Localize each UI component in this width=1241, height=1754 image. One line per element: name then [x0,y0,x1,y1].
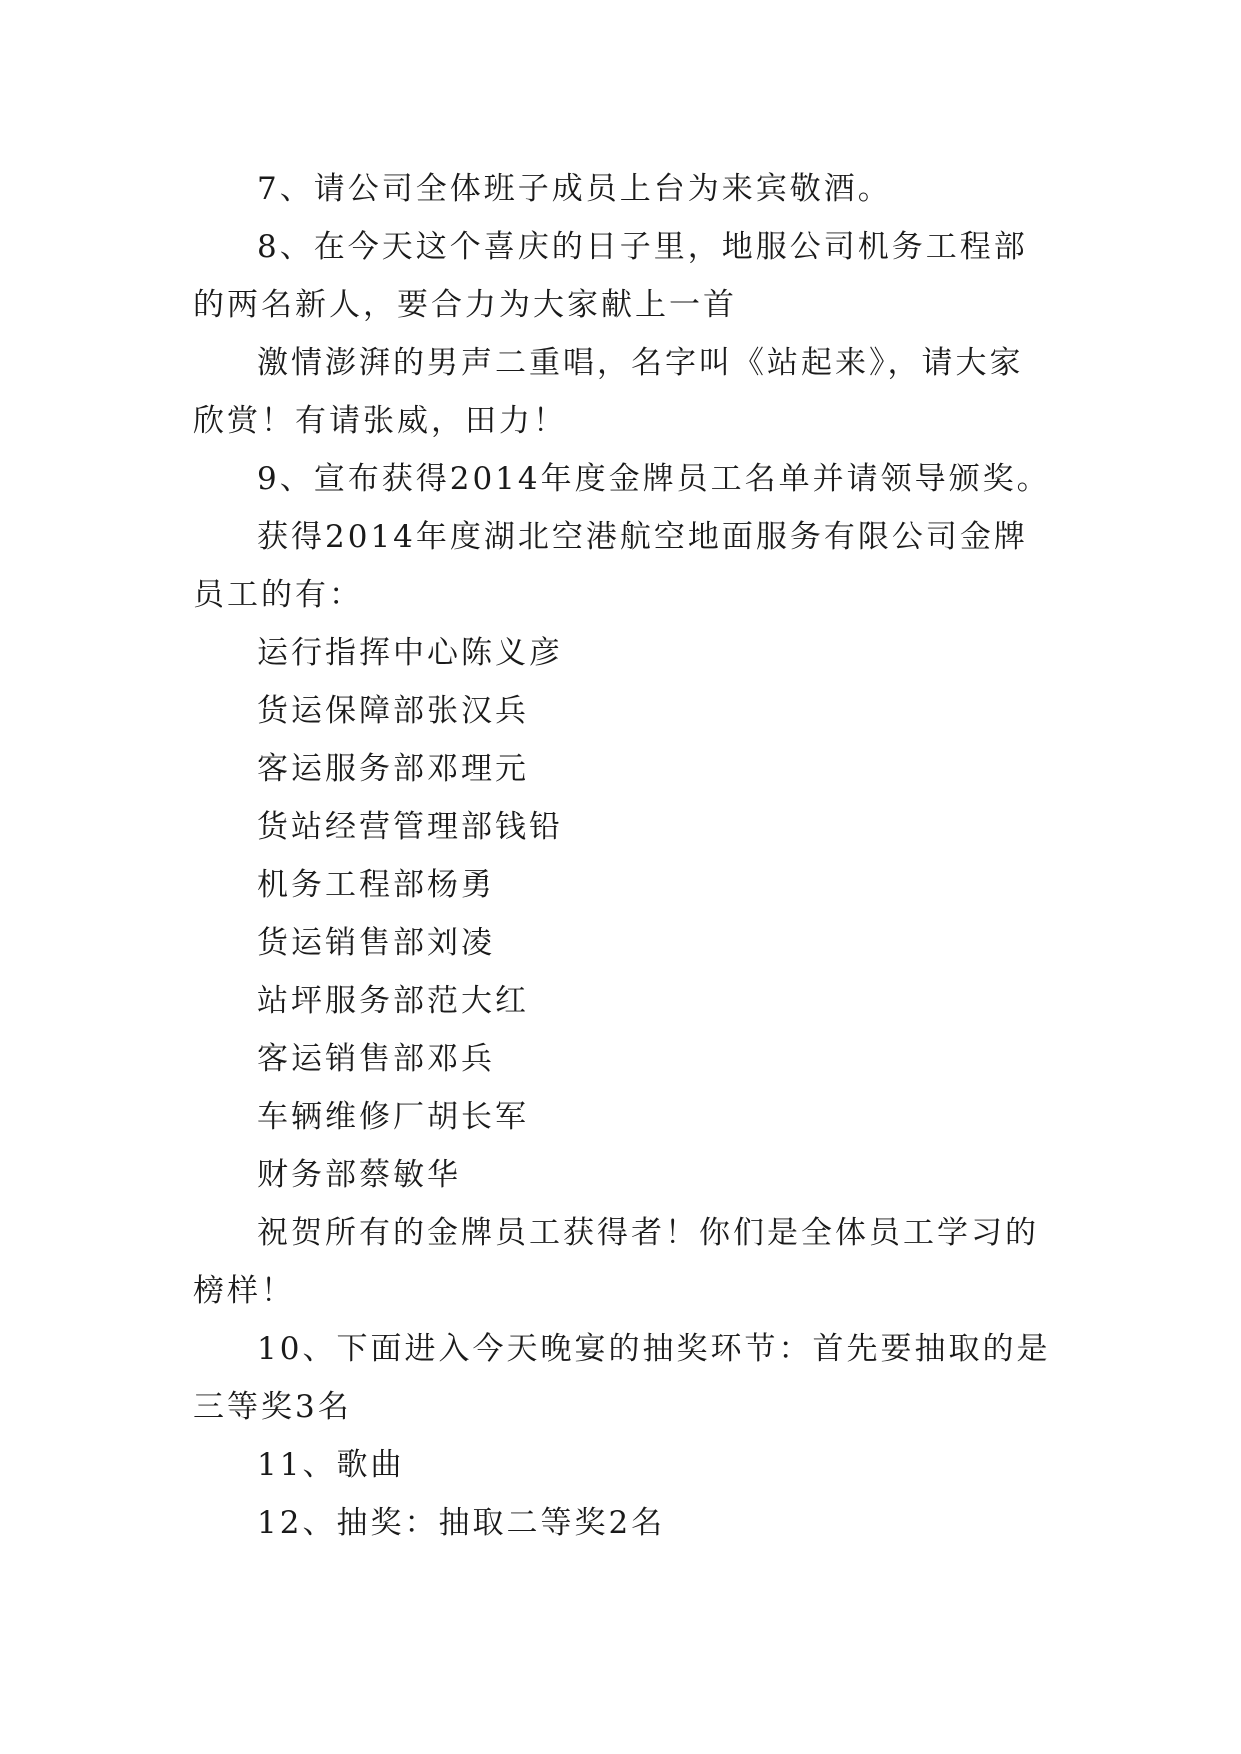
award-list-item: 运行指挥中心陈义彦 [257,635,563,671]
paragraph-congratulations: 祝贺所有的金牌员工获得者！你们是全体员工学习的榜样！ [193,1215,1039,1309]
paragraph-item-9: 9、宣布获得2014年度金牌员工名单并请领导颁奖。 [257,461,1051,497]
award-list-item: 站坪服务部范大红 [257,983,529,1019]
award-list-item: 机务工程部杨勇 [257,867,495,903]
paragraph-award-intro: 获得2014年度湖北空港航空地面服务有限公司金牌员工的有： [193,519,1028,613]
paragraph-item-8: 8、在今天这个喜庆的日子里，地服公司机务工程部的两名新人，要合力为大家献上一首 [193,229,1028,323]
paragraph-item-10: 10、下面进入今天晚宴的抽奖环节：首先要抽取的是三等奖3名 [193,1331,1051,1425]
award-list-item: 客运服务部邓理元 [257,751,529,787]
award-list-item: 货运保障部张汉兵 [257,693,529,729]
award-list-item: 财务部蔡敏华 [257,1157,461,1193]
paragraph-item-12: 12、抽奖：抽取二等奖2名 [257,1505,666,1541]
award-list-item: 货运销售部刘凌 [257,925,495,961]
document-body [193,160,1057,1552]
paragraph-item-7: 7、请公司全体班子成员上台为来宾敬酒。 [257,171,892,207]
award-list-item: 货站经营管理部钱铅 [257,809,563,845]
paragraph-item-8-continued: 激情澎湃的男声二重唱，名字叫《站起来》，请大家欣赏！有请张威，田力！ [193,345,1024,439]
paragraph-item-11: 11、歌曲 [257,1447,405,1483]
award-list-item: 车辆维修厂胡长军 [257,1099,529,1135]
award-list-item: 客运销售部邓兵 [257,1041,495,1077]
